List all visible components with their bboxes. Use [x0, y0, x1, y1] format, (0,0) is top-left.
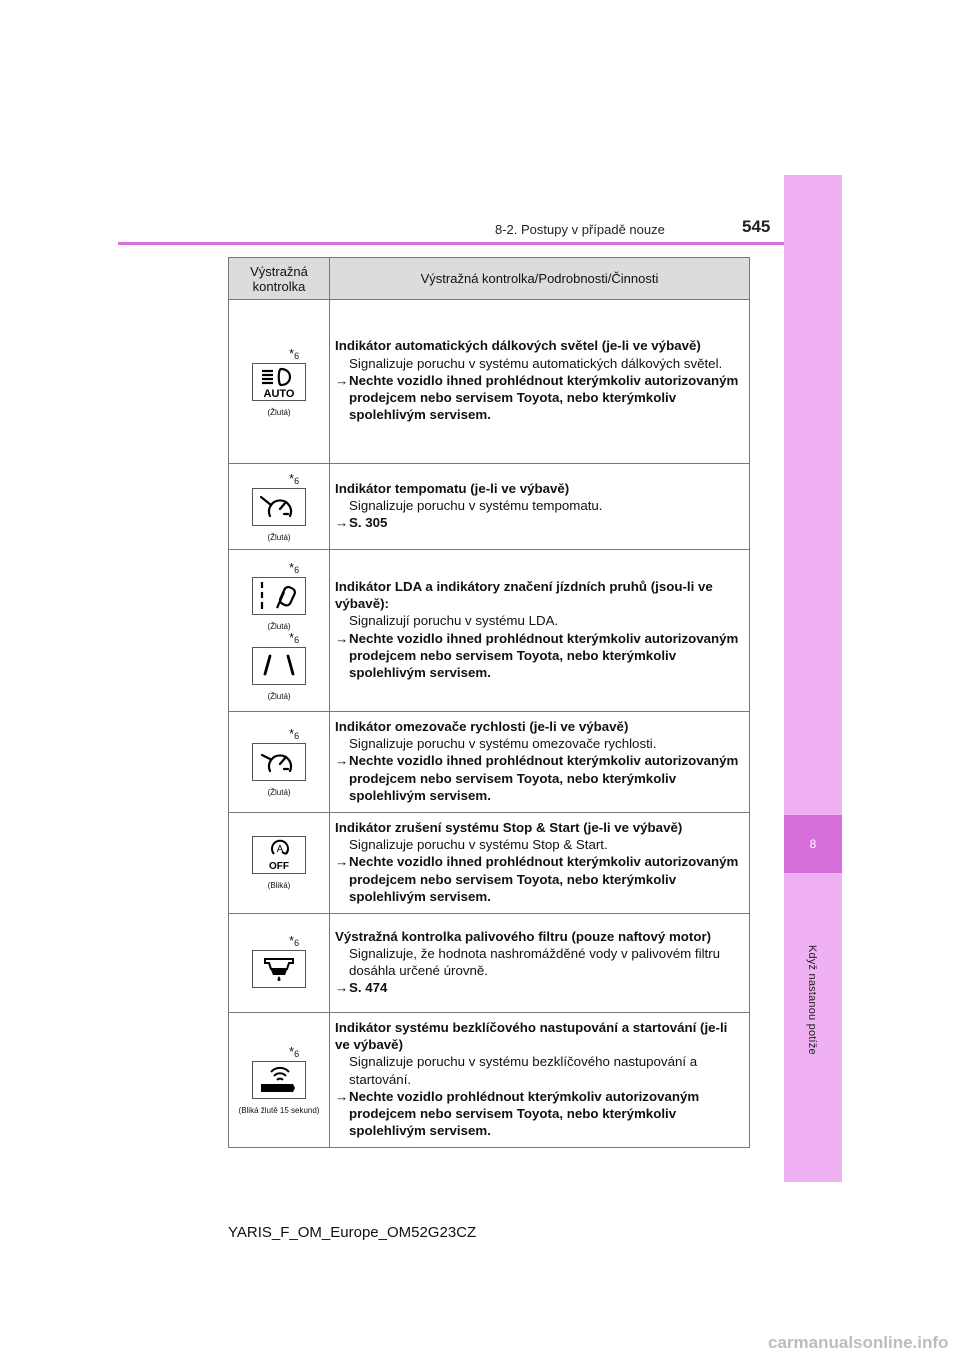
icon-caption: (Bliká) — [267, 881, 291, 891]
svg-text:AUTO: AUTO — [263, 387, 295, 400]
col-header-details: Výstražná kontrolka/Podrobnosti/Činnosti — [330, 258, 750, 300]
icon-cell — [229, 813, 330, 914]
row-description: Signalizuje, že hodnota nashromážděné vody v palivovém filtru dosáhla určené úrovně. — [349, 945, 721, 979]
svg-text:A: A — [276, 844, 284, 856]
arrow-icon: → — [335, 515, 349, 531]
table-row — [229, 712, 750, 813]
row-action: →Nechte vozidlo ihned prohlédnout kterýmkoliv autorizovaným prodejcem nebo servisem Toyota, nebo kterýmkoliv spolehlivým servisem. — [335, 753, 739, 803]
row-title: Indikátor automatických dálkových světel (je-li ve výbavě) — [335, 338, 701, 354]
icon-cell — [229, 1013, 330, 1148]
row-title: Indikátor zrušení systému Stop & Start (je-li ve výbavě) — [335, 820, 683, 836]
fuel-filter-icon — [252, 950, 306, 988]
chapter-sidebar — [784, 175, 842, 1182]
footnote-marker: $*_6$ — [289, 345, 300, 361]
row-action: →S. 305 — [335, 515, 388, 531]
row-action: →Nechte vozidlo ihned prohlédnout kterýmkoliv autorizovaným prodejcem nebo servisem Toyota, nebo kterýmkoliv spolehlivým servisem. — [335, 372, 739, 423]
icon-caption: (Bliká žlutě 15 sekund) — [238, 1106, 320, 1116]
icon-cell — [229, 914, 330, 1013]
table-row — [229, 914, 750, 1013]
chapter-label: Když nastanou potíže — [806, 945, 818, 1055]
row-title: Indikátor omezovače rychlosti (je-li ve výbavě) — [335, 719, 629, 734]
footnote-marker: $*_6$ — [289, 470, 300, 486]
row-description: Signalizuje poruchu v systému bezklíčového nastupování a startování. — [349, 1054, 698, 1087]
arrow-icon: → — [335, 1088, 349, 1104]
row-action: →Nechte vozidlo ihned prohlédnout kterýmkoliv autorizovaným prodejcem nebo servisem Toyota, nebo kterýmkoliv spolehlivým servisem. — [335, 630, 739, 680]
arrow-icon: → — [335, 372, 349, 388]
icon-caption: (Žlutá) — [267, 532, 291, 542]
section-title: 8-2. Postupy v případě nouze — [495, 222, 665, 237]
footnote-marker: $*_6$ — [289, 629, 300, 645]
icon-caption: (Žlutá) — [267, 621, 291, 631]
row-description: Signalizují poruchu v systému LDA. — [349, 613, 559, 629]
details-cell — [330, 1013, 750, 1148]
row-action: →Nechte vozidlo prohlédnout kterýmkoliv autorizovaným prodejcem nebo servisem Toyota, nebo kterýmkoliv spolehlivým servisem. — [335, 1088, 700, 1139]
page-number: 545 — [742, 217, 771, 236]
row-title: Indikátor LDA a indikátory značení jízdních pruhů (jsou-li ve výbavě): — [335, 578, 713, 612]
row-description: Signalizuje poruchu v systému tempomatu. — [349, 497, 603, 513]
icon-cell — [229, 300, 330, 464]
arrow-icon: → — [335, 630, 349, 646]
arrow-icon: → — [335, 980, 349, 996]
row-action: →S. 474 — [335, 980, 388, 996]
icon-caption: (Žlutá) — [267, 691, 291, 701]
icon-caption: (Žlutá) — [267, 788, 291, 797]
icon-cell — [229, 464, 330, 550]
footnote-marker: $*_6$ — [289, 726, 300, 741]
row-title: Indikátor tempomatu (je-li ve výbavě) — [335, 480, 570, 496]
icon-cell — [229, 712, 330, 813]
icon-cell — [229, 550, 330, 712]
lda-icon — [252, 577, 306, 615]
row-title: Indikátor systému bezklíčového nastupování a startování (je-li ve výbavě) — [335, 1020, 728, 1053]
details-cell — [330, 813, 750, 914]
details-cell — [330, 300, 750, 464]
row-action: →Nechte vozidlo ihned prohlédnout kterýmkoliv autorizovaným prodejcem nebo servisem Toyota, nebo kterýmkoliv spolehlivým servisem. — [335, 854, 739, 904]
auto-high-beam-icon — [252, 363, 306, 401]
footnote-marker: $*_6$ — [289, 559, 300, 575]
details-cell — [330, 914, 750, 1013]
table-row — [229, 464, 750, 550]
details-cell — [330, 464, 750, 550]
table-row — [229, 300, 750, 464]
cruise-control-icon — [252, 488, 306, 526]
icon-caption: (Žlutá) — [267, 407, 291, 417]
details-cell — [330, 712, 750, 813]
table-header-row — [229, 258, 750, 300]
smart-key-icon — [252, 1061, 306, 1099]
warning-lights-table — [228, 257, 750, 1148]
stop-start-off-icon — [252, 836, 306, 874]
table-row — [229, 1013, 750, 1148]
row-description: Signalizuje poruchu v systému omezovače rychlosti. — [349, 736, 657, 752]
row-title: Výstražná kontrolka palivového filtru (pouze naftový motor) — [335, 928, 712, 944]
arrow-icon: → — [335, 753, 349, 769]
table-row — [229, 813, 750, 914]
svg-text:OFF: OFF — [269, 861, 289, 873]
lane-markings-icon — [252, 647, 306, 685]
row-description: Signalizuje poruchu v systému automatických dálkových světel. — [349, 355, 723, 371]
row-description: Signalizuje poruchu v systému Stop & Start. — [349, 837, 608, 853]
watermark: carmanualsonline.info — [768, 1333, 949, 1352]
document-code: YARIS_F_OM_Europe_OM52G23CZ — [228, 1224, 477, 1241]
table-row — [229, 550, 750, 712]
col-header-light: Výstražná kontrolka — [229, 258, 330, 300]
header-rule — [118, 242, 784, 245]
chapter-number: 8 — [784, 815, 842, 873]
footnote-marker: $*_6$ — [289, 1044, 300, 1060]
details-cell — [330, 550, 750, 712]
footnote-marker: $*_6$ — [289, 932, 300, 948]
speed-limiter-icon — [252, 743, 306, 781]
arrow-icon: → — [335, 854, 349, 870]
